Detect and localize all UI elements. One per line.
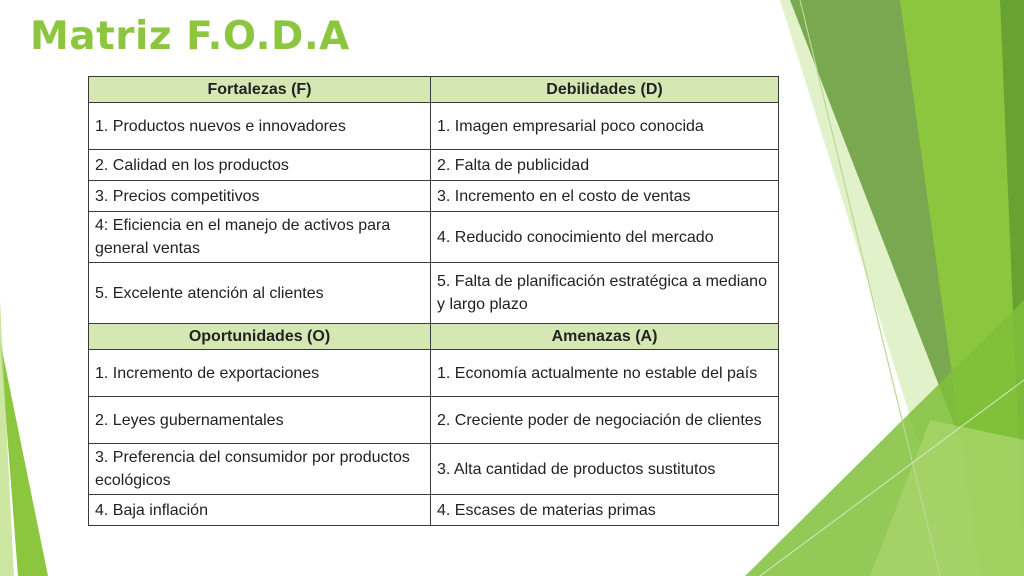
table-row xyxy=(89,212,779,263)
table-row xyxy=(89,150,779,181)
header-opportunities: Oportunidades (O) xyxy=(89,324,431,350)
table-row xyxy=(89,181,779,212)
threat-cell: 2. Creciente poder de negociación de clientes xyxy=(431,397,779,444)
table-row xyxy=(89,103,779,150)
header-threats: Amenazas (A) xyxy=(431,324,779,350)
table-row xyxy=(89,495,779,526)
strength-cell: 2. Calidad en los productos xyxy=(89,150,431,181)
header-weaknesses: Debilidades (D) xyxy=(431,77,779,103)
opportunity-cell: 4. Baja inflación xyxy=(89,495,431,526)
opportunity-cell: 3. Preferencia del consumidor por productos ecológicos xyxy=(89,444,431,495)
header-strengths: Fortalezas (F) xyxy=(89,77,431,103)
opportunity-cell: 2. Leyes gubernamentales xyxy=(89,397,431,444)
weakness-cell: 5. Falta de planificación estratégica a mediano y largo plazo xyxy=(431,263,779,324)
strength-cell: 4: Eficiencia en el manejo de activos para general ventas xyxy=(89,212,431,263)
weakness-cell: 2. Falta de publicidad xyxy=(431,150,779,181)
table-row xyxy=(89,444,779,495)
opportunity-cell: 1. Incremento de exportaciones xyxy=(89,350,431,397)
threat-cell: 4. Escases de materias primas xyxy=(431,495,779,526)
weakness-cell: 1. Imagen empresarial poco conocida xyxy=(431,103,779,150)
strength-cell: 1. Productos nuevos e innovadores xyxy=(89,103,431,150)
table-row xyxy=(89,397,779,444)
slide-title: Matriz F.O.D.A xyxy=(30,14,350,59)
table-header-row xyxy=(89,77,779,103)
swot-table xyxy=(88,76,779,526)
table-row xyxy=(89,263,779,324)
weakness-cell: 3. Incremento en el costo de ventas xyxy=(431,181,779,212)
threat-cell: 3. Alta cantidad de productos sustitutos xyxy=(431,444,779,495)
table-header-row xyxy=(89,324,779,350)
table-row xyxy=(89,350,779,397)
threat-cell: 1. Economía actualmente no estable del país xyxy=(431,350,779,397)
weakness-cell: 4. Reducido conocimiento del mercado xyxy=(431,212,779,263)
strength-cell: 3. Precios competitivos xyxy=(89,181,431,212)
strength-cell: 5. Excelente atención al clientes xyxy=(89,263,431,324)
